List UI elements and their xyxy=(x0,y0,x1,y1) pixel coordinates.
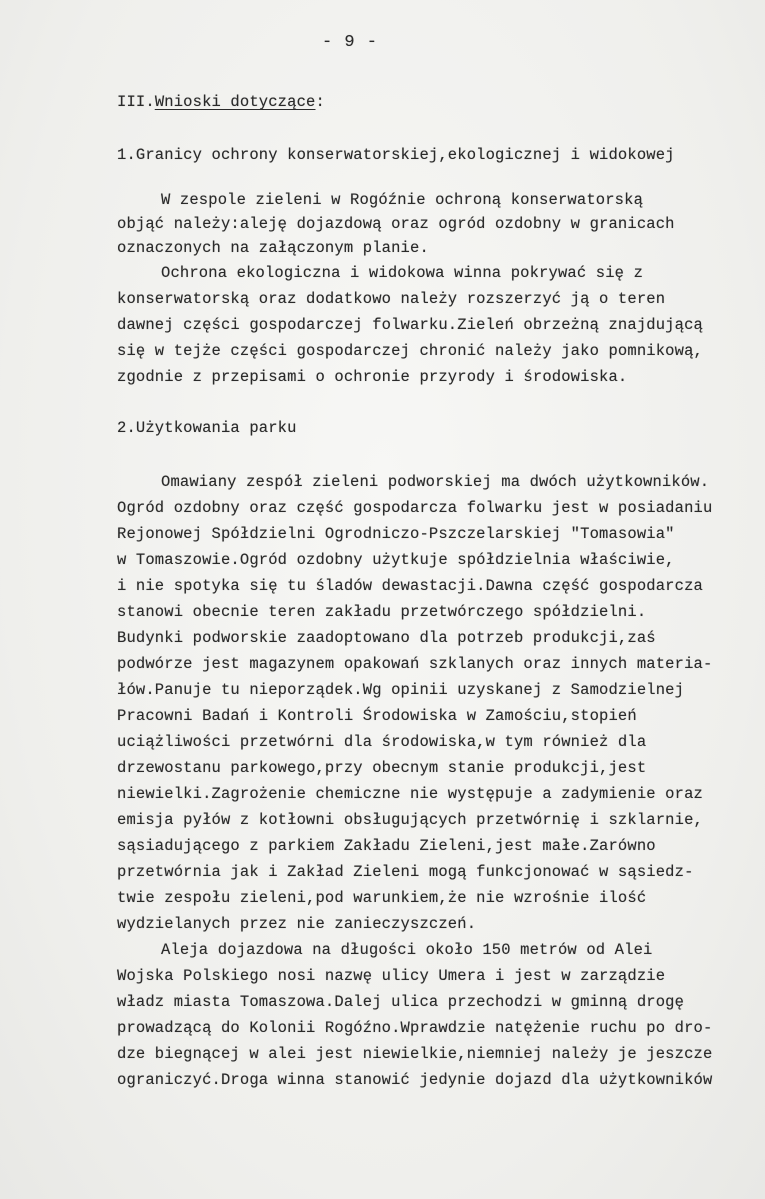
para1-line: zgodnie z przepisami o ochronie przyrody i środowiska. xyxy=(117,368,628,386)
para3-line: Aleja dojazdowa na długości około 150 metrów od Alei xyxy=(161,941,653,959)
para2-line: drzewostanu parkowego,przy obecnym stanie produkcji,jest xyxy=(117,759,647,777)
section-title-underlined: Wnioski dotyczące xyxy=(154,93,316,111)
para1-line: się w tejże części gospodarczej chronić należy jako pomnikową, xyxy=(117,342,703,360)
para2-line: Omawiany zespół zieleni podworskiej ma dwóch użytkowników. xyxy=(161,473,710,491)
para1-line: oznaczonych na załączonym planie. xyxy=(117,239,429,257)
para2-line: twie zespołu zieleni,pod warunkiem,że nie wzrośnie ilość xyxy=(117,889,647,907)
para2-line: Ogród ozdobny oraz część gospodarcza folwarku jest w posiadaniu xyxy=(117,499,713,517)
heading-park-usage: 2.Użytkowania parku xyxy=(117,419,297,437)
section-title-prefix: III. xyxy=(117,93,155,111)
para3-line: władz miasta Tomaszowa.Dalej ulica przechodzi w gminną drogę xyxy=(117,993,685,1011)
para2-line: łów.Panuje tu nieporządek.Wg opinii uzyskanej z Samodzielnej xyxy=(117,681,685,699)
para2-line: Pracowni Badań i Kontroli Środowiska w Zamościu,stopień xyxy=(117,707,637,725)
para2-line: sąsiadującego z parkiem Zakładu Zieleni,jest małe.Zarówno xyxy=(117,837,656,855)
para3-line: Wojska Polskiego nosi nazwę ulicy Umera i jest w zarządzie xyxy=(117,967,666,985)
para1-line: W zespole zieleni w Rogóźnie ochroną konserwatorską xyxy=(161,191,644,209)
heading-boundaries: 1.Granicy ochrony konserwatorskiej,ekologicznej i widokowej xyxy=(117,146,675,164)
para2-line: przetwórnia jak i Zakład Zieleni mogą funkcjonować w sąsiedz- xyxy=(117,863,694,881)
para1-line: konserwatorską oraz dodatkowo należy rozszerzyć ją o teren xyxy=(117,290,666,308)
para3-line: prowadzącą do Kolonii Rogóźno.Wprawdzie natężenie ruchu po dro- xyxy=(117,1019,713,1037)
page-number: - 9 - xyxy=(322,33,379,52)
para2-line: wydzielanych przez nie zanieczyszczeń. xyxy=(117,915,477,933)
section-title-suffix: : xyxy=(315,93,325,111)
para2-line: emisja pyłów z kotłowni obsługujących przetwórnię i szklarnie, xyxy=(117,811,703,829)
para2-line: Budynki podworskie zaadoptowano dla potrzeb produkcji,zaś xyxy=(117,629,656,647)
para3-line: ograniczyć.Droga winna stanowić jedynie dojazd dla użytkowników xyxy=(117,1071,713,1089)
para2-line: uciążliwości przetwórni dla środowiska,w tym również dla xyxy=(117,733,647,751)
para3-line: dze biegnącej w alei jest niewielkie,niemniej należy je jeszcze xyxy=(117,1045,713,1063)
para2-line: niewielki.Zagrożenie chemiczne nie występuje a zadymienie oraz xyxy=(117,785,703,803)
para2-line: podwórze jest magazynem opakowań szklanych oraz innych materia- xyxy=(117,655,713,673)
para1-line: objąć należy:aleję dojazdową oraz ogród ozdobny w granicach xyxy=(117,215,675,233)
para2-line: stanowi obecnie teren zakładu przetwórczego spółdzielni. xyxy=(117,603,647,621)
section-title xyxy=(117,92,325,112)
para1-line: dawnej części gospodarczej folwarku.Zieleń obrzeżną znajdującą xyxy=(117,316,703,334)
para1-line: Ochrona ekologiczna i widokowa winna pokrywać się z xyxy=(161,264,644,282)
para2-line: i nie spotyka się tu śladów dewastacji.Dawna część gospodarcza xyxy=(117,577,703,595)
para2-line: w Tomaszowie.Ogród ozdobny użytkuje spółdzielnia właściwie, xyxy=(117,551,675,569)
para2-line: Rejonowej Spółdzielni Ogrodniczo-Pszczelarskiej "Tomasowia" xyxy=(117,525,675,543)
